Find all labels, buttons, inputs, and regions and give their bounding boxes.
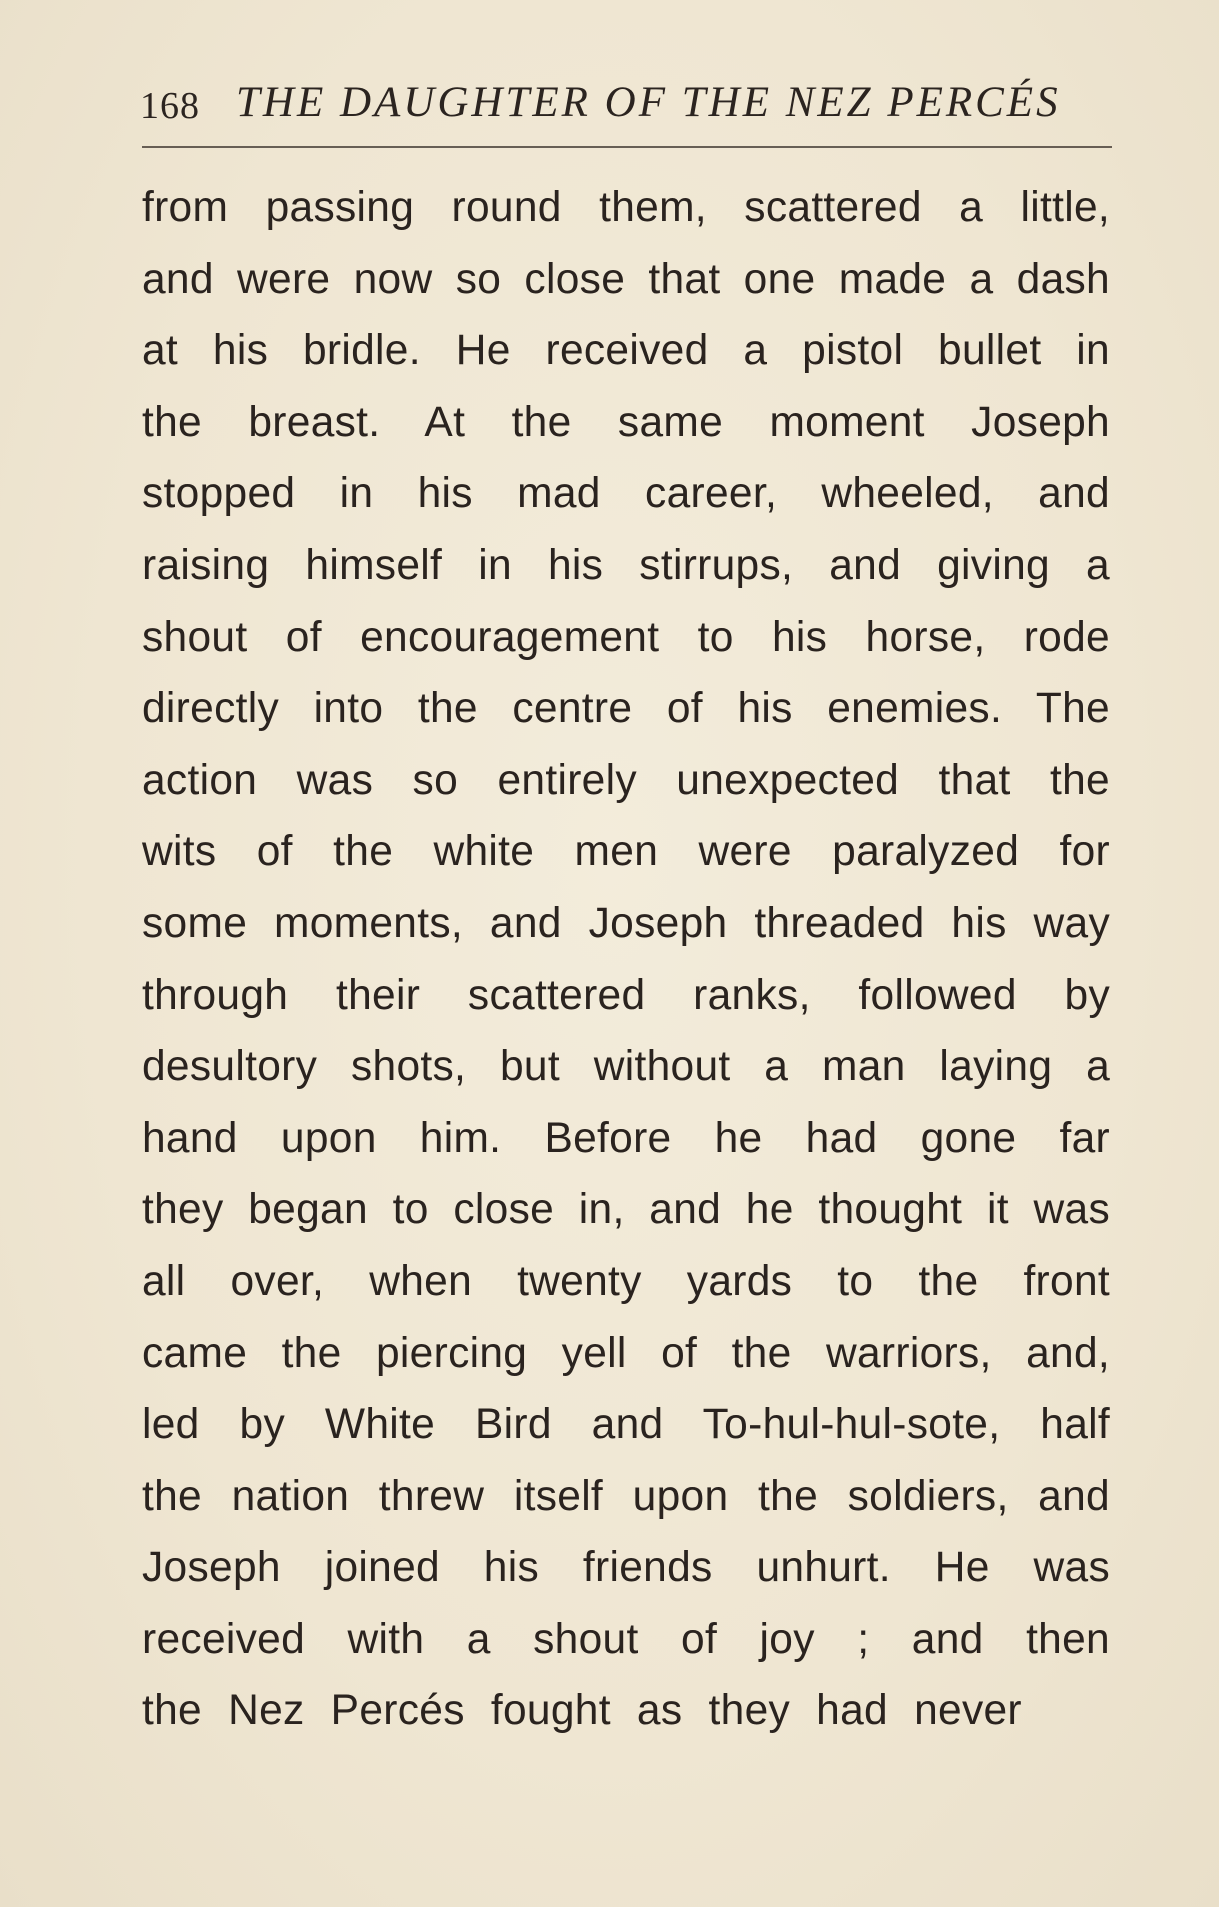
text-line: directly into the centre of his enemies. The: [142, 685, 1110, 733]
text-line: Joseph joined his friends unhurt. He was: [142, 1544, 1110, 1592]
header-rule: [142, 146, 1112, 148]
text-line: stopped in his mad career, wheeled, and: [142, 470, 1110, 518]
text-line: action was so entirely unexpected that the: [142, 756, 1110, 804]
text-line: from passing round them, scattered a little,: [142, 184, 1110, 231]
text-line: raising himself in his stirrups, and giving a: [142, 541, 1110, 589]
page-number: 168: [140, 85, 200, 127]
text-line: desultory shots, but without a man laying a: [142, 1043, 1110, 1091]
text-line: the nation threw itself upon the soldiers, and: [142, 1472, 1110, 1520]
body-text: [142, 172, 1110, 1747]
text-line: led by White Bird and To-hul-hul-sote, half: [142, 1401, 1110, 1449]
text-line: came the piercing yell of the warriors, and,: [142, 1329, 1110, 1377]
text-line: through their scattered ranks, followed by: [142, 971, 1110, 1019]
running-head: [140, 78, 1120, 138]
text-line: shout of encouragement to his horse, rode: [142, 613, 1110, 661]
text-line: some moments, and Joseph threaded his way: [142, 899, 1110, 947]
text-line: wits of the white men were paralyzed for: [142, 828, 1110, 876]
text-line: they began to close in, and he thought it was: [142, 1186, 1110, 1234]
running-title: THE DAUGHTER OF THE NEZ PERCÉS: [236, 79, 1061, 126]
text-line: all over, when twenty yards to the front: [142, 1257, 1110, 1305]
text-line: received with a shout of joy ; and then: [142, 1615, 1110, 1663]
text-line: at his bridle. He received a pistol bullet in: [142, 327, 1110, 375]
text-line: hand upon him. Before he had gone far: [142, 1114, 1110, 1162]
text-line: the Nez Percés fought as they had never: [142, 1687, 1022, 1735]
text-line: the breast. At the same moment Joseph: [142, 398, 1110, 446]
text-line: and were now so close that one made a dash: [142, 255, 1110, 303]
